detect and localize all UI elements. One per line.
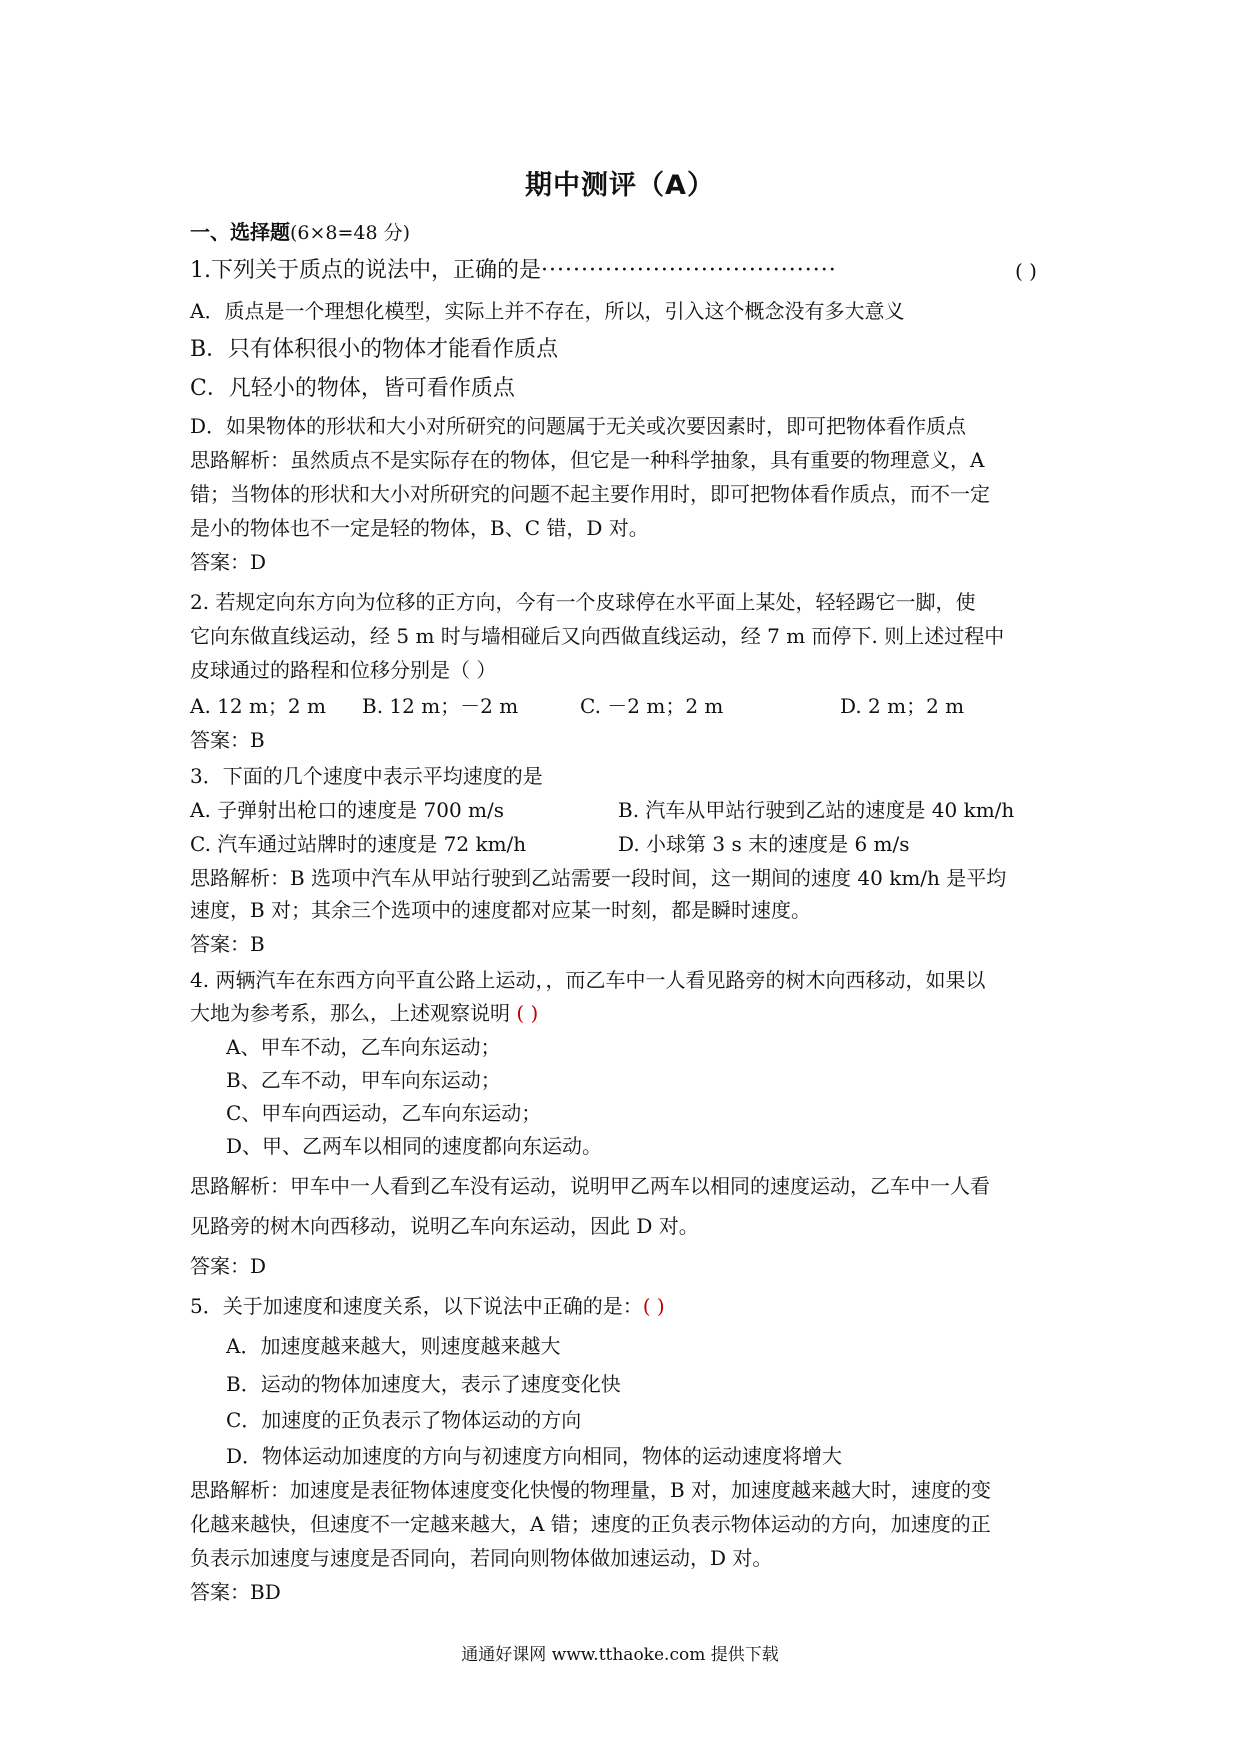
q4-answer: 答案：D xyxy=(190,1254,267,1278)
q2-stem-line: 皮球通过的路程和位移分别是（ ） xyxy=(190,658,497,682)
q4-analysis-line: 思路解析：甲车中一人看到乙车没有运动，说明甲乙两车以相同的速度运动，乙车中一人看 xyxy=(190,1174,990,1198)
q3-analysis-line: 思路解析：B 选项中汽车从甲站行驶到乙站需要一段时间，这一期间的速度 40 km/h 是平均 xyxy=(190,866,1007,890)
q2-option-b: B. 12 m；－2 m xyxy=(362,694,519,718)
q5-answer-paren: ( ) xyxy=(642,1294,665,1318)
q5-analysis-line: 思路解析：加速度是表征物体速度变化快慢的物理量，B 对，加速度越来越大时，速度的变 xyxy=(190,1478,992,1502)
q3-analysis-line: 速度，B 对；其余三个选项中的速度都对应某一时刻，都是瞬时速度。 xyxy=(190,898,812,922)
q1-answer: 答案：D xyxy=(190,550,267,574)
q4-analysis-line: 见路旁的树木向西移动，说明乙车向东运动，因此 D 对。 xyxy=(190,1214,699,1238)
q2-stem-line: 它向东做直线运动，经 5 m 时与墙相碰后又向西做直线运动，经 7 m 而停下. 则上述过程中 xyxy=(190,624,1005,648)
q2-option-c: C. －2 m；2 m xyxy=(580,694,724,718)
q1-answer-paren: ( ) xyxy=(1015,259,1037,283)
q1-option-b: B．只有体积很小的物体才能看作质点 xyxy=(190,337,559,362)
q5-stem: 5．关于加速度和速度关系，以下说法中正确的是： xyxy=(190,1294,643,1318)
page-title: 期中测评（A） xyxy=(525,170,715,201)
q1-option-c: C．凡轻小的物体，皆可看作质点 xyxy=(190,376,515,401)
q4-option-b: B、乙车不动，甲车向东运动； xyxy=(226,1068,501,1092)
q3-option-d: D. 小球第 3 s 末的速度是 6 m/s xyxy=(618,832,910,856)
q3-option-a: A. 子弹射出枪口的速度是 700 m/s xyxy=(190,798,505,822)
q5-option-b: B．运动的物体加速度大，表示了速度变化快 xyxy=(226,1372,621,1396)
q3-answer: 答案：B xyxy=(190,932,265,956)
q4-answer-paren: ( ) xyxy=(516,1001,539,1025)
q5-analysis-line: 负表示加速度与速度是否同向，若同向则物体做加速运动，D 对。 xyxy=(190,1546,773,1570)
q5-option-d: D．物体运动加速度的方向与初速度方向相同，物体的运动速度将增大 xyxy=(226,1444,843,1468)
q1-option-d: D．如果物体的形状和大小对所研究的问题属于无关或次要因素时，即可把物体看作质点 xyxy=(190,414,967,438)
q2-option-d: D. 2 m；2 m xyxy=(840,694,965,718)
q1-option-a: A．质点是一个理想化模型，实际上并不存在，所以，引入这个概念没有多大意义 xyxy=(190,299,905,323)
q5-analysis-line: 化越来越快，但速度不一定越来越大，A 错；速度的正负表示物体运动的方向，加速度的正 xyxy=(190,1512,991,1536)
q3-option-b: B. 汽车从甲站行驶到乙站的速度是 40 km/h xyxy=(618,798,1015,822)
q4-option-a: A、甲车不动，乙车向东运动； xyxy=(226,1035,501,1059)
q2-option-a: A. 12 m；2 m xyxy=(190,694,326,718)
q1-stem-line xyxy=(190,257,837,285)
q1-stem: 1.下列关于质点的说法中，正确的是 xyxy=(190,258,541,283)
q3-option-c: C. 汽车通过站牌时的速度是 72 km/h xyxy=(190,832,527,856)
q2-stem-line: 2. 若规定向东方向为位移的正方向，今有一个皮球停在水平面上某处，轻轻踢它一脚，使 xyxy=(190,590,976,614)
q4-stem-line: 4. 两辆汽车在东西方向平直公路上运动，，而乙车中一人看见路旁的树木向西移动，如果以 xyxy=(190,968,986,992)
q1-analysis-line: 思路解析：虽然质点不是实际存在的物体，但它是一种科学抽象，具有重要的物理意义，A xyxy=(190,448,985,472)
q2-answer: 答案：B xyxy=(190,728,265,752)
q4-stem-line-2 xyxy=(190,999,538,1027)
q5-stem-line xyxy=(190,1292,665,1320)
q4-option-c: C、甲车向西运动，乙车向东运动； xyxy=(226,1101,542,1125)
q1-dots: ····································· xyxy=(541,258,837,283)
q4-stem-text: 大地为参考系，那么，上述观察说明 xyxy=(190,1001,510,1025)
page-footer: 通通好课网 www.tthaoke.com 提供下载 xyxy=(461,1645,779,1665)
q1-analysis-line: 错；当物体的形状和大小对所研究的问题不起主要作用时，即可把物体看作质点，而不一定 xyxy=(190,482,990,506)
section-header xyxy=(190,218,410,247)
q3-stem: 3．下面的几个速度中表示平均速度的是 xyxy=(190,764,543,788)
section-score: (6×8=48 分) xyxy=(290,222,411,244)
section-heading: 一、选择题 xyxy=(190,220,290,244)
q4-option-d: D、甲、乙两车以相同的速度都向东运动。 xyxy=(226,1134,603,1158)
q5-option-a: A．加速度越来越大，则速度越来越大 xyxy=(226,1334,561,1358)
q1-analysis-line: 是小的物体也不一定是轻的物体，B、C 错，D 对。 xyxy=(190,516,649,540)
q5-option-c: C．加速度的正负表示了物体运动的方向 xyxy=(226,1408,582,1432)
q5-answer: 答案：BD xyxy=(190,1580,281,1604)
